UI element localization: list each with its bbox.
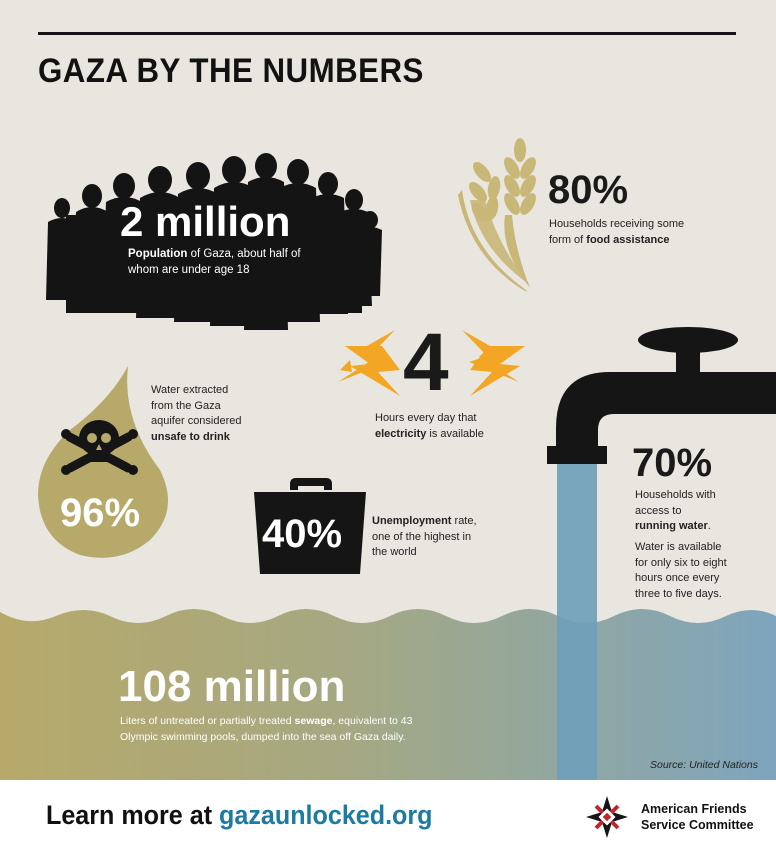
org-name-line2: Service Committee xyxy=(641,818,754,832)
unemployment-label-rest: rate, one of the highest in the world xyxy=(372,515,477,558)
source-note: Source: United Nations xyxy=(650,759,758,771)
top-rule xyxy=(38,32,736,35)
footer-learn-text: Learn more at xyxy=(46,800,220,830)
running-water-label-rest: Households with access to xyxy=(635,489,716,517)
unemployment-label-bold: Unemployment xyxy=(372,515,452,527)
population-label-rest: of Gaza, about half of whom are under age 18 xyxy=(128,248,301,276)
population-label-bold: Population xyxy=(128,248,188,260)
water-stream xyxy=(557,462,597,780)
org-name-line1: American Friends xyxy=(641,802,747,816)
food-assistance-label-rest: Households receiving some form of xyxy=(549,218,685,246)
sewage-label-bold: sewage xyxy=(294,715,333,727)
running-water-label-tail: . xyxy=(707,520,711,532)
sea-waves-icon xyxy=(0,609,776,780)
food-assistance-value: 80% xyxy=(548,168,629,212)
sewage-label-rest: Liters of untreated or partially treated xyxy=(120,715,295,727)
sewage-value: 108 million xyxy=(118,662,346,711)
footer-url-link[interactable]: gazaunlocked.org xyxy=(219,800,433,830)
unemployment-value: 40% xyxy=(262,512,343,556)
sewage-label-tail: , equivalent to 43 Olympic swimming pools, dumped into the sea off Gaza daily. xyxy=(120,715,413,743)
food-assistance-label xyxy=(549,217,699,248)
population-label xyxy=(128,246,308,278)
running-water-value: 70% xyxy=(632,441,713,485)
aquifer-label-rest: Water extracted from the Gaza aquifer considered xyxy=(151,384,242,427)
aquifer-label-bold: unsafe to drink xyxy=(151,430,230,443)
org-name xyxy=(641,801,754,833)
unemployment-label xyxy=(372,514,482,561)
electricity-label-bold: electricity xyxy=(375,427,427,440)
electricity-label-rest: Hours every day that xyxy=(375,412,477,424)
running-water-note: Water is available for only six to eight hours once every three to five days. xyxy=(635,541,727,600)
aquifer-label xyxy=(151,383,251,445)
electricity-label xyxy=(375,411,495,442)
sewage-label xyxy=(120,713,450,745)
food-assistance-label-bold: food assistance xyxy=(586,233,670,246)
population-value: 2 million xyxy=(120,198,291,245)
aquifer-value: 96% xyxy=(60,491,141,535)
footer-learn-more xyxy=(46,800,433,831)
electricity-value: 4 xyxy=(403,317,449,408)
running-water-label xyxy=(635,488,725,535)
page-title: GAZA BY THE NUMBERS xyxy=(38,52,424,90)
electricity-label-tail: is available xyxy=(426,427,484,440)
running-water-label-bold: running water xyxy=(635,520,708,532)
